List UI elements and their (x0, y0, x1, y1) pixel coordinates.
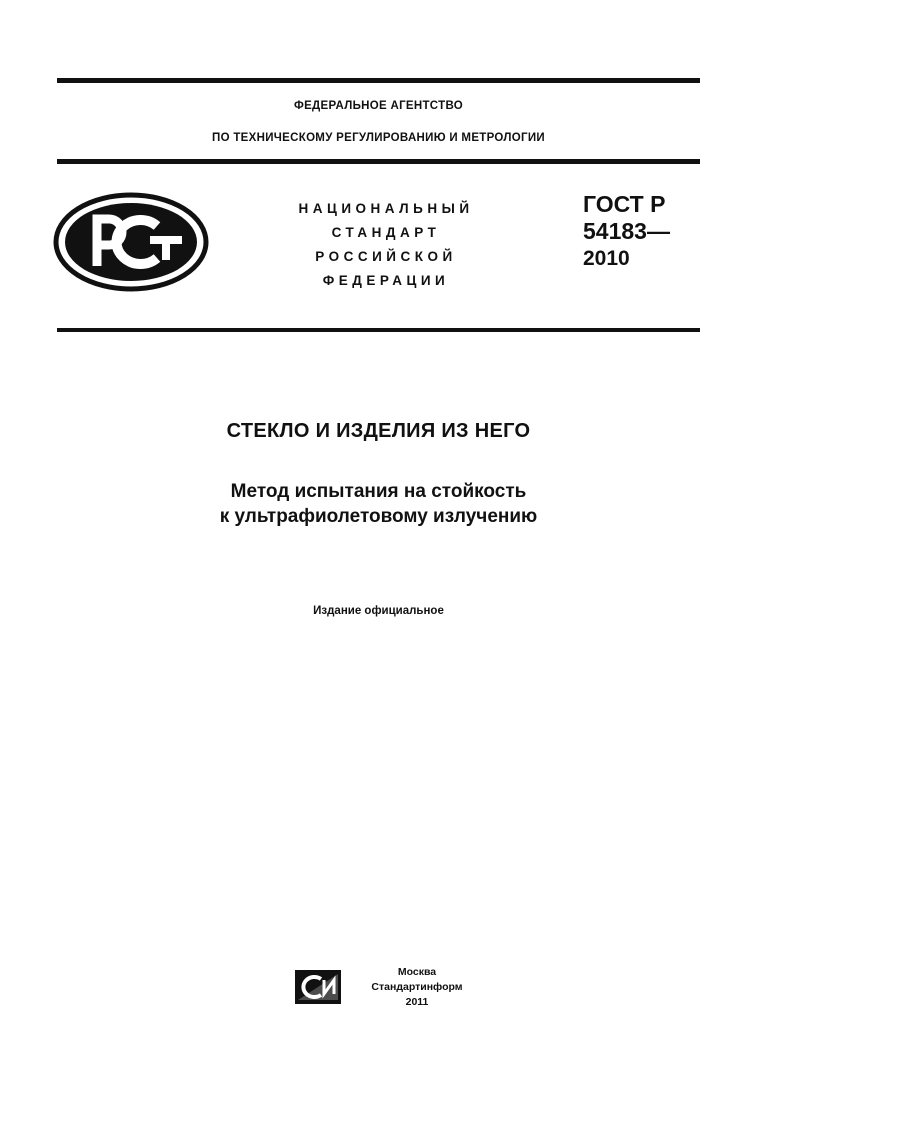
edition-label: Издание официальное (313, 605, 444, 617)
designation-prefix: ГОСТ Р (583, 191, 666, 217)
document-title: СТЕКЛО И ИЗДЕЛИЯ ИЗ НЕГО (226, 420, 531, 442)
publisher-year: 2011 (405, 996, 429, 1008)
document-subtitle (57, 479, 700, 529)
designation-year: 2010 (583, 247, 630, 270)
agency-name-line2: ПО ТЕХНИЧЕСКОМУ РЕГУЛИРОВАНИЮ И МЕТРОЛОГИИ (212, 132, 545, 144)
rst-certification-mark-icon (53, 192, 209, 292)
national-standard-line: СТАНДАРТ (331, 225, 441, 240)
subtitle-line: к ультрафиолетовому излучению (219, 506, 538, 527)
national-standard-line: НАЦИОНАЛЬНЫЙ (298, 201, 474, 216)
standartinform-logo-icon (294, 968, 342, 1006)
publisher-name: Стандартинформ (371, 981, 463, 993)
national-standard-line: ФЕДЕРАЦИИ (322, 273, 450, 288)
publisher-city: Москва (397, 966, 437, 978)
agency-name-line1: ФЕДЕРАЛЬНОЕ АГЕНТСТВО (293, 100, 464, 112)
subtitle-line: Метод испытания на стойкость (230, 481, 527, 502)
header-divider (57, 159, 700, 164)
national-standard-label (270, 197, 502, 293)
national-standard-line: РОССИЙСКОЙ (315, 249, 457, 264)
top-rule (57, 78, 700, 83)
designation-number: 54183— (583, 218, 670, 244)
standard-block-divider (57, 328, 700, 332)
publisher-info (352, 965, 482, 1010)
standard-designation (583, 191, 670, 272)
